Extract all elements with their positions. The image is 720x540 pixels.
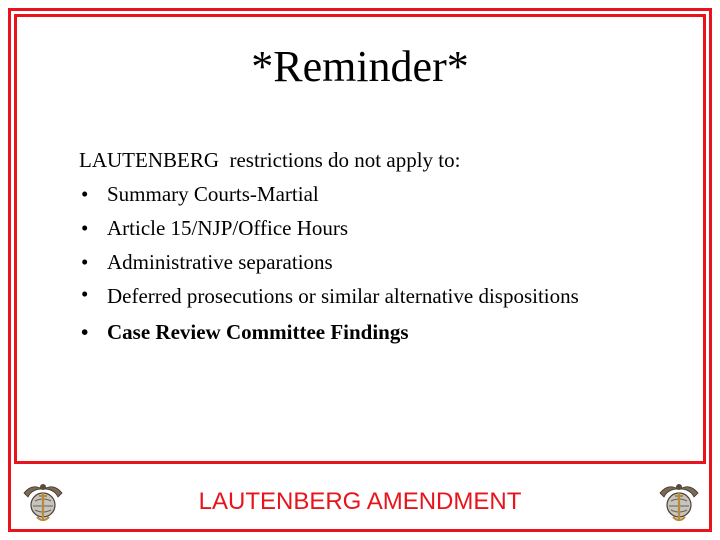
slide-body [79,143,639,349]
list-item [79,315,639,349]
bullet-icon: • [81,182,89,206]
slide-title: *Reminder* [251,42,469,91]
list-item-text: Case Review Committee Findings [107,320,409,344]
list-item [79,177,639,211]
list-item-text: Deferred prosecutions or similar alternative dispositions [107,284,579,308]
bullet-icon: • [81,250,89,274]
bullet-icon: • [81,320,89,344]
list-item [79,211,639,245]
list-item [79,245,639,279]
bullet-icon: • [81,216,89,240]
footer-label: LAUTENBERG AMENDMENT [198,488,522,515]
bullet-list [79,177,639,349]
list-item [79,279,639,311]
intro-text: LAUTENBERG restrictions do not apply to: [79,148,461,172]
list-item-text: Article 15/NJP/Office Hours [107,216,349,240]
bullet-icon: • [81,282,89,306]
list-item-text: Administrative separations [107,250,333,274]
list-item-text: Summary Courts-Martial [107,182,319,206]
